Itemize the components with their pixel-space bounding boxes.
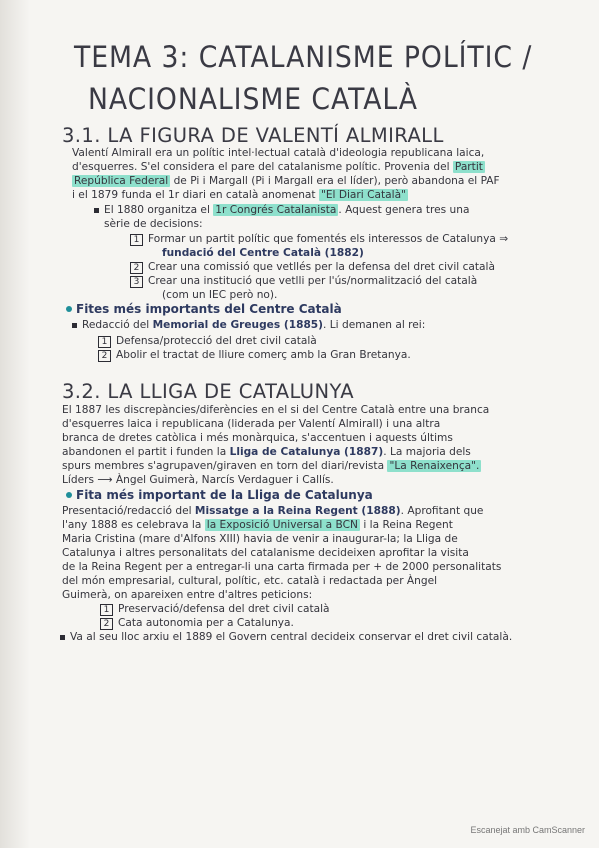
num-box: 3 bbox=[130, 276, 143, 288]
s2-line6: Líders ⟶ Àngel Guimerà, Narcís Verdaguer i Callís. bbox=[62, 474, 334, 486]
num-box: 2 bbox=[130, 262, 143, 274]
scanner-watermark: Escanejat amb CamScanner bbox=[470, 825, 585, 835]
fites1-line-text: Redacció del bbox=[82, 319, 150, 331]
num-box: 1 bbox=[100, 604, 113, 616]
fites1-heading: Fites més importants del Centre Català bbox=[76, 302, 342, 316]
f2-line4: Catalunya i altres personalitats del catalanisme decideixen aprofitar la visita bbox=[62, 547, 469, 559]
bullet-square bbox=[72, 323, 77, 328]
f2-line2-tail: i la Reina Regent bbox=[363, 519, 453, 531]
s1-line3-text: de Pi i Margall (Pi i Margall era el líder), però abandona el PAF bbox=[173, 175, 500, 187]
section2-heading: 3.2. LA LLIGA DE CATALUNYA bbox=[62, 380, 354, 403]
f2-line6: del món empresarial, cultural, polític, etc. català i redactada per Àngel bbox=[62, 575, 438, 587]
fites2-heading: Fita més important de la Lliga de Catalunya bbox=[76, 488, 373, 502]
page-title-line2: NACIONALISME CATALÀ bbox=[88, 82, 418, 116]
s2-line2: d'esquerres laica i republicana (liderada per Valentí Almirall) i una altra bbox=[62, 418, 441, 430]
s2-line5-text: spurs membres s'agrupaven/giraven en torn del diari/revista bbox=[62, 460, 385, 472]
s1-line2-text: d'esquerres. S'el considera el pare del catalanisme polític. Provenia del bbox=[72, 161, 450, 173]
s1-item3: Crear una institució que vetlli per l'ús/normalització del català bbox=[148, 275, 478, 287]
hl-exposicio: la Exposició Universal a BCN bbox=[206, 519, 358, 531]
hl-renaixenca: "La Renaixença". bbox=[389, 460, 480, 472]
num-box: 1 bbox=[98, 336, 111, 348]
s2-line5 bbox=[62, 459, 481, 473]
f2-line1 bbox=[62, 504, 483, 518]
page-fold-shadow bbox=[0, 0, 30, 848]
f2-line5: de la Reina Regent per a entregar-li una carta firmada per + de 2000 personalitats bbox=[62, 561, 502, 573]
s1-line5 bbox=[104, 203, 469, 217]
f2-line7: Guimerà, on apareixen entre d'altres peticions: bbox=[62, 589, 313, 601]
f2-line3: Maria Cristina (mare d'Alfons XIII) havia de venir a inaugurar-la; la Lliga de bbox=[62, 533, 458, 545]
s1-line4-text: i el 1879 funda el 1r diari en català anomenat bbox=[72, 189, 316, 201]
s1-line4 bbox=[72, 188, 408, 202]
teal-bullet bbox=[66, 492, 72, 498]
num-box: 2 bbox=[100, 618, 113, 630]
s2-line4 bbox=[62, 445, 471, 459]
s1-line2 bbox=[72, 160, 485, 174]
s2-line3: branca de dretes catòlica i més monàrquica, s'accentuen i aquests últims bbox=[62, 432, 453, 444]
num-box: 1 bbox=[130, 234, 143, 246]
missatge-reina: Missatge a la Reina Regent (1888) bbox=[194, 505, 401, 517]
fites1-item1: Defensa/protecció del dret civil català bbox=[116, 335, 317, 347]
section1-heading: 3.1. LA FIGURA DE VALENTÍ ALMIRALL bbox=[62, 124, 444, 147]
s1-item1: Formar un partit polític que fomentés els interessos de Catalunya ⇒ bbox=[148, 233, 509, 245]
s2-line4-tail: . La majoria dels bbox=[383, 446, 471, 458]
f2-item1: Preservació/defensa del dret civil català bbox=[118, 603, 330, 615]
lliga-catalunya: Lliga de Catalunya (1887) bbox=[229, 446, 384, 458]
hl-republica-federal: República Federal bbox=[74, 175, 169, 187]
num-box: 2 bbox=[98, 350, 111, 362]
s1-line5-text: El 1880 organitza el bbox=[104, 204, 210, 216]
s2-line1: El 1887 les discrepàncies/diferències en el si del Centre Català entre una branca bbox=[62, 404, 490, 416]
s1-item2: Crear una comissió que vetllés per la defensa del dret civil català bbox=[148, 261, 495, 273]
f2-line2-text: l'any 1888 es celebrava la bbox=[62, 519, 202, 531]
hl-congres: 1r Congrés Catalanista bbox=[215, 204, 337, 216]
s1-line5-tail: . Aquest genera tres una bbox=[338, 204, 470, 216]
memorial-greuges: Memorial de Greuges (1885) bbox=[152, 319, 324, 331]
f2-line2 bbox=[62, 518, 453, 532]
s1-line1: Valentí Almirall era un polític intel·lectual català d'ideologia republicana laica, bbox=[72, 147, 485, 159]
s1-line3 bbox=[72, 174, 500, 188]
f2-item2: Cata autonomia per a Catalunya. bbox=[118, 617, 294, 629]
hl-diari-catala: "El Diari Català" bbox=[320, 189, 406, 201]
fites1-item2: Abolir el tractat de lliure comerç amb la Gran Bretanya. bbox=[116, 349, 411, 361]
bullet-square bbox=[60, 635, 65, 640]
fites1-line-tail: . Li demanen al rei: bbox=[323, 319, 426, 331]
teal-bullet bbox=[66, 306, 72, 312]
s1-item1b bbox=[162, 246, 364, 260]
hl-partit: Partit bbox=[454, 161, 483, 173]
f2-line1-text: Presentació/redacció del bbox=[62, 505, 192, 517]
bullet-square bbox=[94, 208, 99, 213]
s1-item1b-text: fundació del Centre Català (1882) bbox=[162, 247, 364, 259]
s1-item3b: (com un IEC però no). bbox=[162, 289, 278, 301]
f2-final: Va al seu lloc arxiu el 1889 el Govern central decideix conservar el dret civil català. bbox=[70, 631, 513, 643]
page-title-line1: TEMA 3: CATALANISME POLÍTIC / bbox=[74, 40, 533, 74]
f2-line1-tail: . Aprofitant que bbox=[400, 505, 484, 517]
s2-line4-text: abandonen el partit i funden la bbox=[62, 446, 227, 458]
s1-line6: sèrie de decisions: bbox=[104, 218, 203, 230]
fites1-line bbox=[82, 318, 425, 332]
